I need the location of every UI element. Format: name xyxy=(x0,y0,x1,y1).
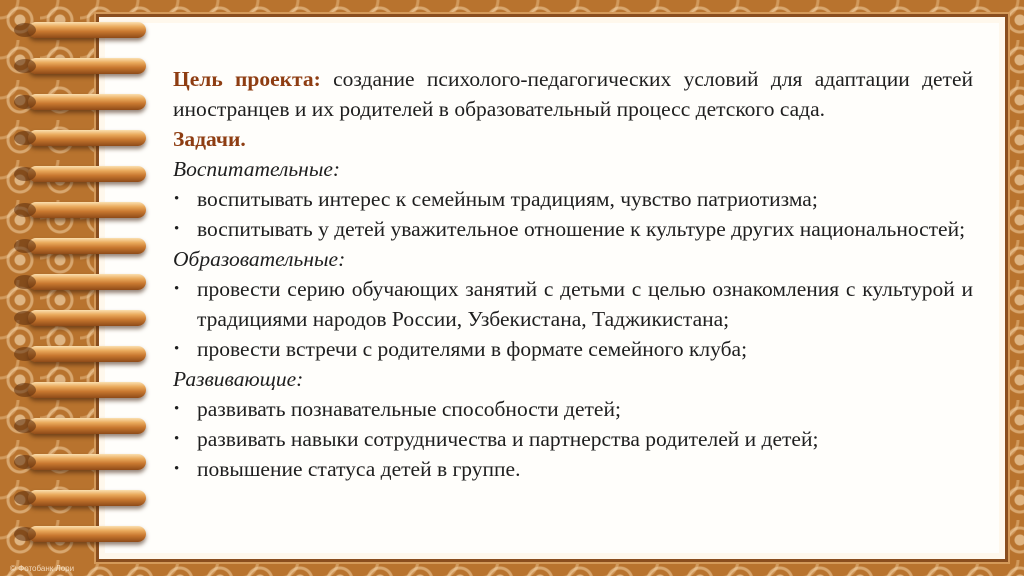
bullet-icon: • xyxy=(174,191,180,207)
binding-ring xyxy=(28,526,146,542)
list-item: • развивать познавательные способности детей; xyxy=(173,394,973,424)
list-item: • воспитывать интерес к семейным традициям, чувство патриотизма; xyxy=(173,184,973,214)
section-heading-teaching: Образовательные: xyxy=(173,247,346,271)
bullet-icon: • xyxy=(174,281,180,297)
watermark: © Фотобанк Лори xyxy=(10,564,75,573)
goal-text: создание психолого-педагогических условий для адаптации детей иностранцев и их родителей в образовательный процесс детского сада. xyxy=(173,67,973,121)
binding-ring xyxy=(28,418,146,434)
educational-list xyxy=(173,184,973,244)
binding-ring xyxy=(28,166,146,182)
binding-ring xyxy=(28,346,146,362)
binding-ring xyxy=(28,490,146,506)
binding-ring xyxy=(28,454,146,470)
list-item: • повышение статуса детей в группе. xyxy=(173,454,973,484)
binding-ring xyxy=(28,238,146,254)
bullet-icon: • xyxy=(174,221,180,237)
bullet-icon: • xyxy=(174,461,180,477)
list-item: • развивать навыки сотрудничества и партнерства родителей и детей; xyxy=(173,424,973,454)
binding-ring xyxy=(28,130,146,146)
binding-ring xyxy=(28,202,146,218)
bullet-icon: • xyxy=(174,341,180,357)
bullet-icon: • xyxy=(174,431,180,447)
bullet-icon: • xyxy=(174,401,180,417)
binding-ring xyxy=(28,382,146,398)
list-item: • провести встречи с родителями в формате семейного клуба; xyxy=(173,334,973,364)
goal-label: Цель проекта: xyxy=(173,67,321,91)
binding-ring xyxy=(28,22,146,38)
developing-list xyxy=(173,394,973,484)
section-heading-educational: Воспитательные: xyxy=(173,157,341,181)
tasks-title: Задачи. xyxy=(173,127,246,151)
slide-content xyxy=(173,64,973,484)
list-item: • провести серию обучающих занятий с детьми с целью ознакомления с культурой и традициями народов России, Узбекистана, Таджикистана; xyxy=(173,274,973,334)
section-heading-developing: Развивающие: xyxy=(173,367,304,391)
spiral-binding xyxy=(28,22,158,562)
binding-ring xyxy=(28,274,146,290)
goal-paragraph xyxy=(173,64,973,124)
binding-ring xyxy=(28,58,146,74)
teaching-list xyxy=(173,274,973,364)
list-item: • воспитывать у детей уважительное отношение к культуре других национальностей; xyxy=(173,214,973,244)
binding-ring xyxy=(28,310,146,326)
binding-ring xyxy=(28,94,146,110)
